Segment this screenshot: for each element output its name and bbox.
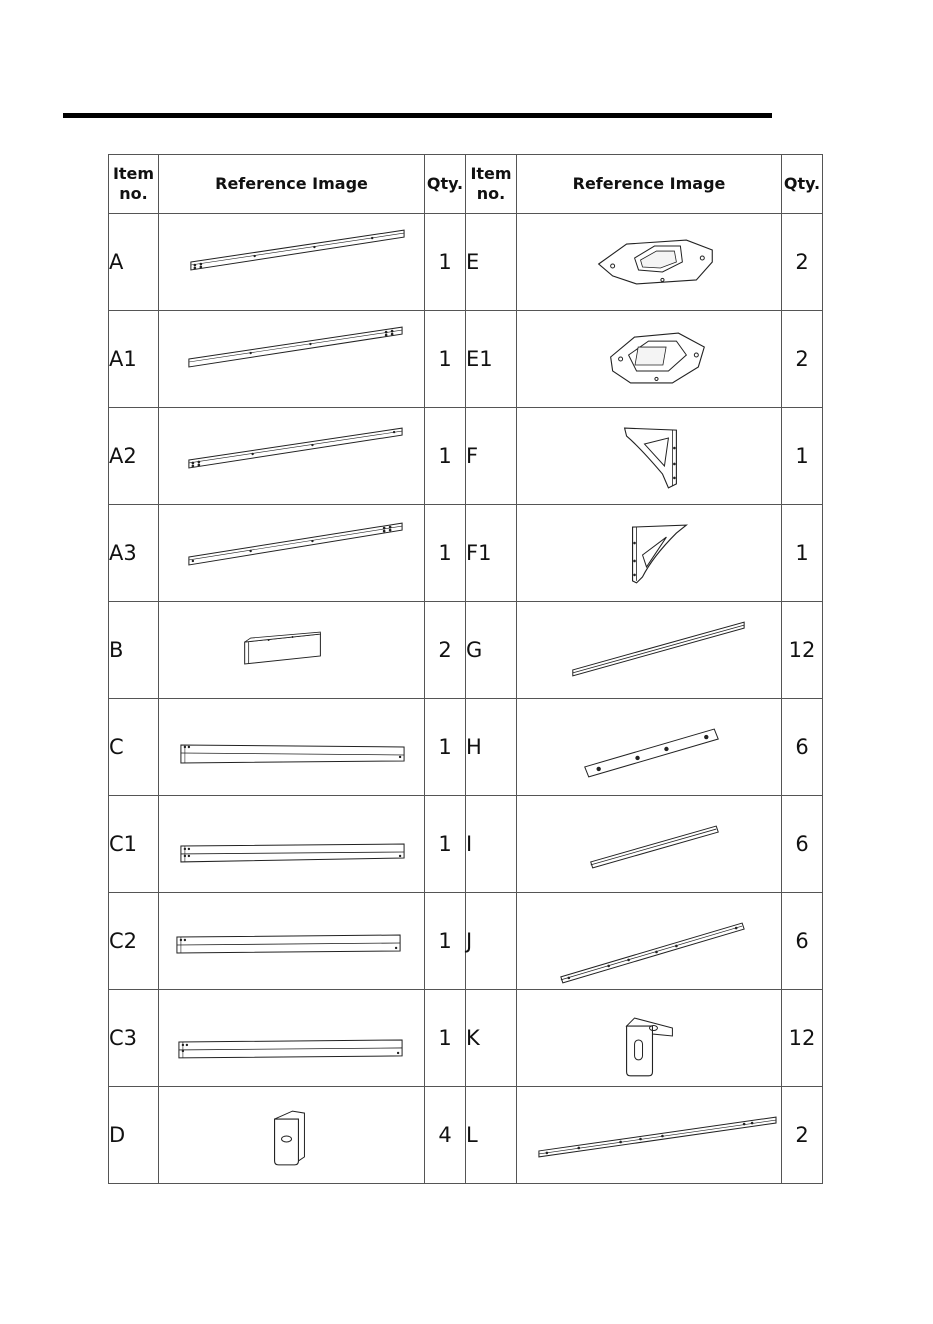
item-id: J xyxy=(466,893,517,990)
short-channel-icon xyxy=(159,602,424,698)
reference-image xyxy=(159,311,425,408)
table-row xyxy=(109,408,823,505)
item-qty: 12 xyxy=(782,602,823,699)
item-id: E xyxy=(466,214,517,311)
item-qty: 1 xyxy=(425,990,466,1087)
reference-image xyxy=(517,1087,782,1184)
table-row xyxy=(109,990,823,1087)
table-row xyxy=(109,893,823,990)
slat-icon xyxy=(517,602,781,698)
small-bracket-icon xyxy=(159,1087,424,1183)
reference-image xyxy=(517,990,782,1087)
angle-beam-icon xyxy=(159,990,424,1086)
table-row xyxy=(109,1087,823,1184)
reference-image xyxy=(159,408,425,505)
corner-plate-icon xyxy=(517,311,781,407)
drilled-bar-icon xyxy=(517,893,781,989)
item-qty: 6 xyxy=(782,699,823,796)
item-id: L xyxy=(466,1087,517,1184)
col-header-reference-image-2: Reference Image xyxy=(517,155,782,214)
reference-image xyxy=(517,602,782,699)
item-qty: 6 xyxy=(782,796,823,893)
angle-beam-icon xyxy=(159,699,424,795)
item-id: C2 xyxy=(109,893,159,990)
corner-bracket-icon xyxy=(517,505,781,601)
parts-table xyxy=(108,154,823,1184)
item-qty: 2 xyxy=(425,602,466,699)
item-id: F1 xyxy=(466,505,517,602)
long-rail-icon xyxy=(159,214,424,310)
item-qty: 4 xyxy=(425,1087,466,1184)
header-rule xyxy=(63,113,772,118)
reference-image xyxy=(517,893,782,990)
reference-image xyxy=(159,990,425,1087)
table-header-row xyxy=(109,155,823,214)
reference-image xyxy=(517,214,782,311)
reference-image xyxy=(517,505,782,602)
angle-beam-icon xyxy=(159,796,424,892)
reference-image xyxy=(159,602,425,699)
item-qty: 1 xyxy=(425,893,466,990)
item-id: H xyxy=(466,699,517,796)
item-qty: 12 xyxy=(782,990,823,1087)
reference-image xyxy=(159,1087,425,1184)
item-qty: 1 xyxy=(782,408,823,505)
item-id: K xyxy=(466,990,517,1087)
item-qty: 1 xyxy=(425,214,466,311)
item-qty: 1 xyxy=(425,408,466,505)
item-qty: 2 xyxy=(782,311,823,408)
item-id: A1 xyxy=(109,311,159,408)
item-qty: 1 xyxy=(425,505,466,602)
col-header-qty: Qty. xyxy=(425,155,466,214)
reference-image xyxy=(159,893,425,990)
long-rail-icon xyxy=(159,311,424,407)
reference-image xyxy=(159,796,425,893)
corner-plate-icon xyxy=(517,214,781,310)
table-row xyxy=(109,311,823,408)
item-qty: 2 xyxy=(782,1087,823,1184)
table-row xyxy=(109,602,823,699)
item-qty: 6 xyxy=(782,893,823,990)
table-row xyxy=(109,214,823,311)
col-header-item-no-2: Item no. xyxy=(466,155,517,214)
angle-beam-icon xyxy=(159,893,424,989)
item-id: G xyxy=(466,602,517,699)
item-qty: 2 xyxy=(782,214,823,311)
item-id: C3 xyxy=(109,990,159,1087)
item-id: C1 xyxy=(109,796,159,893)
item-qty: 1 xyxy=(425,796,466,893)
item-qty: 1 xyxy=(782,505,823,602)
item-id: A xyxy=(109,214,159,311)
table-row xyxy=(109,505,823,602)
table-row xyxy=(109,796,823,893)
reference-image xyxy=(159,505,425,602)
short-bar-icon xyxy=(517,796,781,892)
col-header-reference-image: Reference Image xyxy=(159,155,425,214)
flat-plate-icon xyxy=(517,699,781,795)
corner-bracket-icon xyxy=(517,408,781,504)
item-qty: 1 xyxy=(425,699,466,796)
item-id: A2 xyxy=(109,408,159,505)
item-id: B xyxy=(109,602,159,699)
reference-image xyxy=(517,311,782,408)
l-bracket-icon xyxy=(517,990,781,1086)
col-header-item-no: Item no. xyxy=(109,155,159,214)
reference-image xyxy=(517,796,782,893)
reference-image xyxy=(159,214,425,311)
table-row xyxy=(109,699,823,796)
long-rail-icon xyxy=(159,505,424,601)
item-id: E1 xyxy=(466,311,517,408)
item-id: F xyxy=(466,408,517,505)
item-id: A3 xyxy=(109,505,159,602)
drilled-bar-icon xyxy=(517,1087,781,1183)
item-qty: 1 xyxy=(425,311,466,408)
item-id: D xyxy=(109,1087,159,1184)
col-header-qty-2: Qty. xyxy=(782,155,823,214)
item-id: C xyxy=(109,699,159,796)
reference-image xyxy=(517,699,782,796)
reference-image xyxy=(517,408,782,505)
item-id: I xyxy=(466,796,517,893)
reference-image xyxy=(159,699,425,796)
long-rail-icon xyxy=(159,408,424,504)
